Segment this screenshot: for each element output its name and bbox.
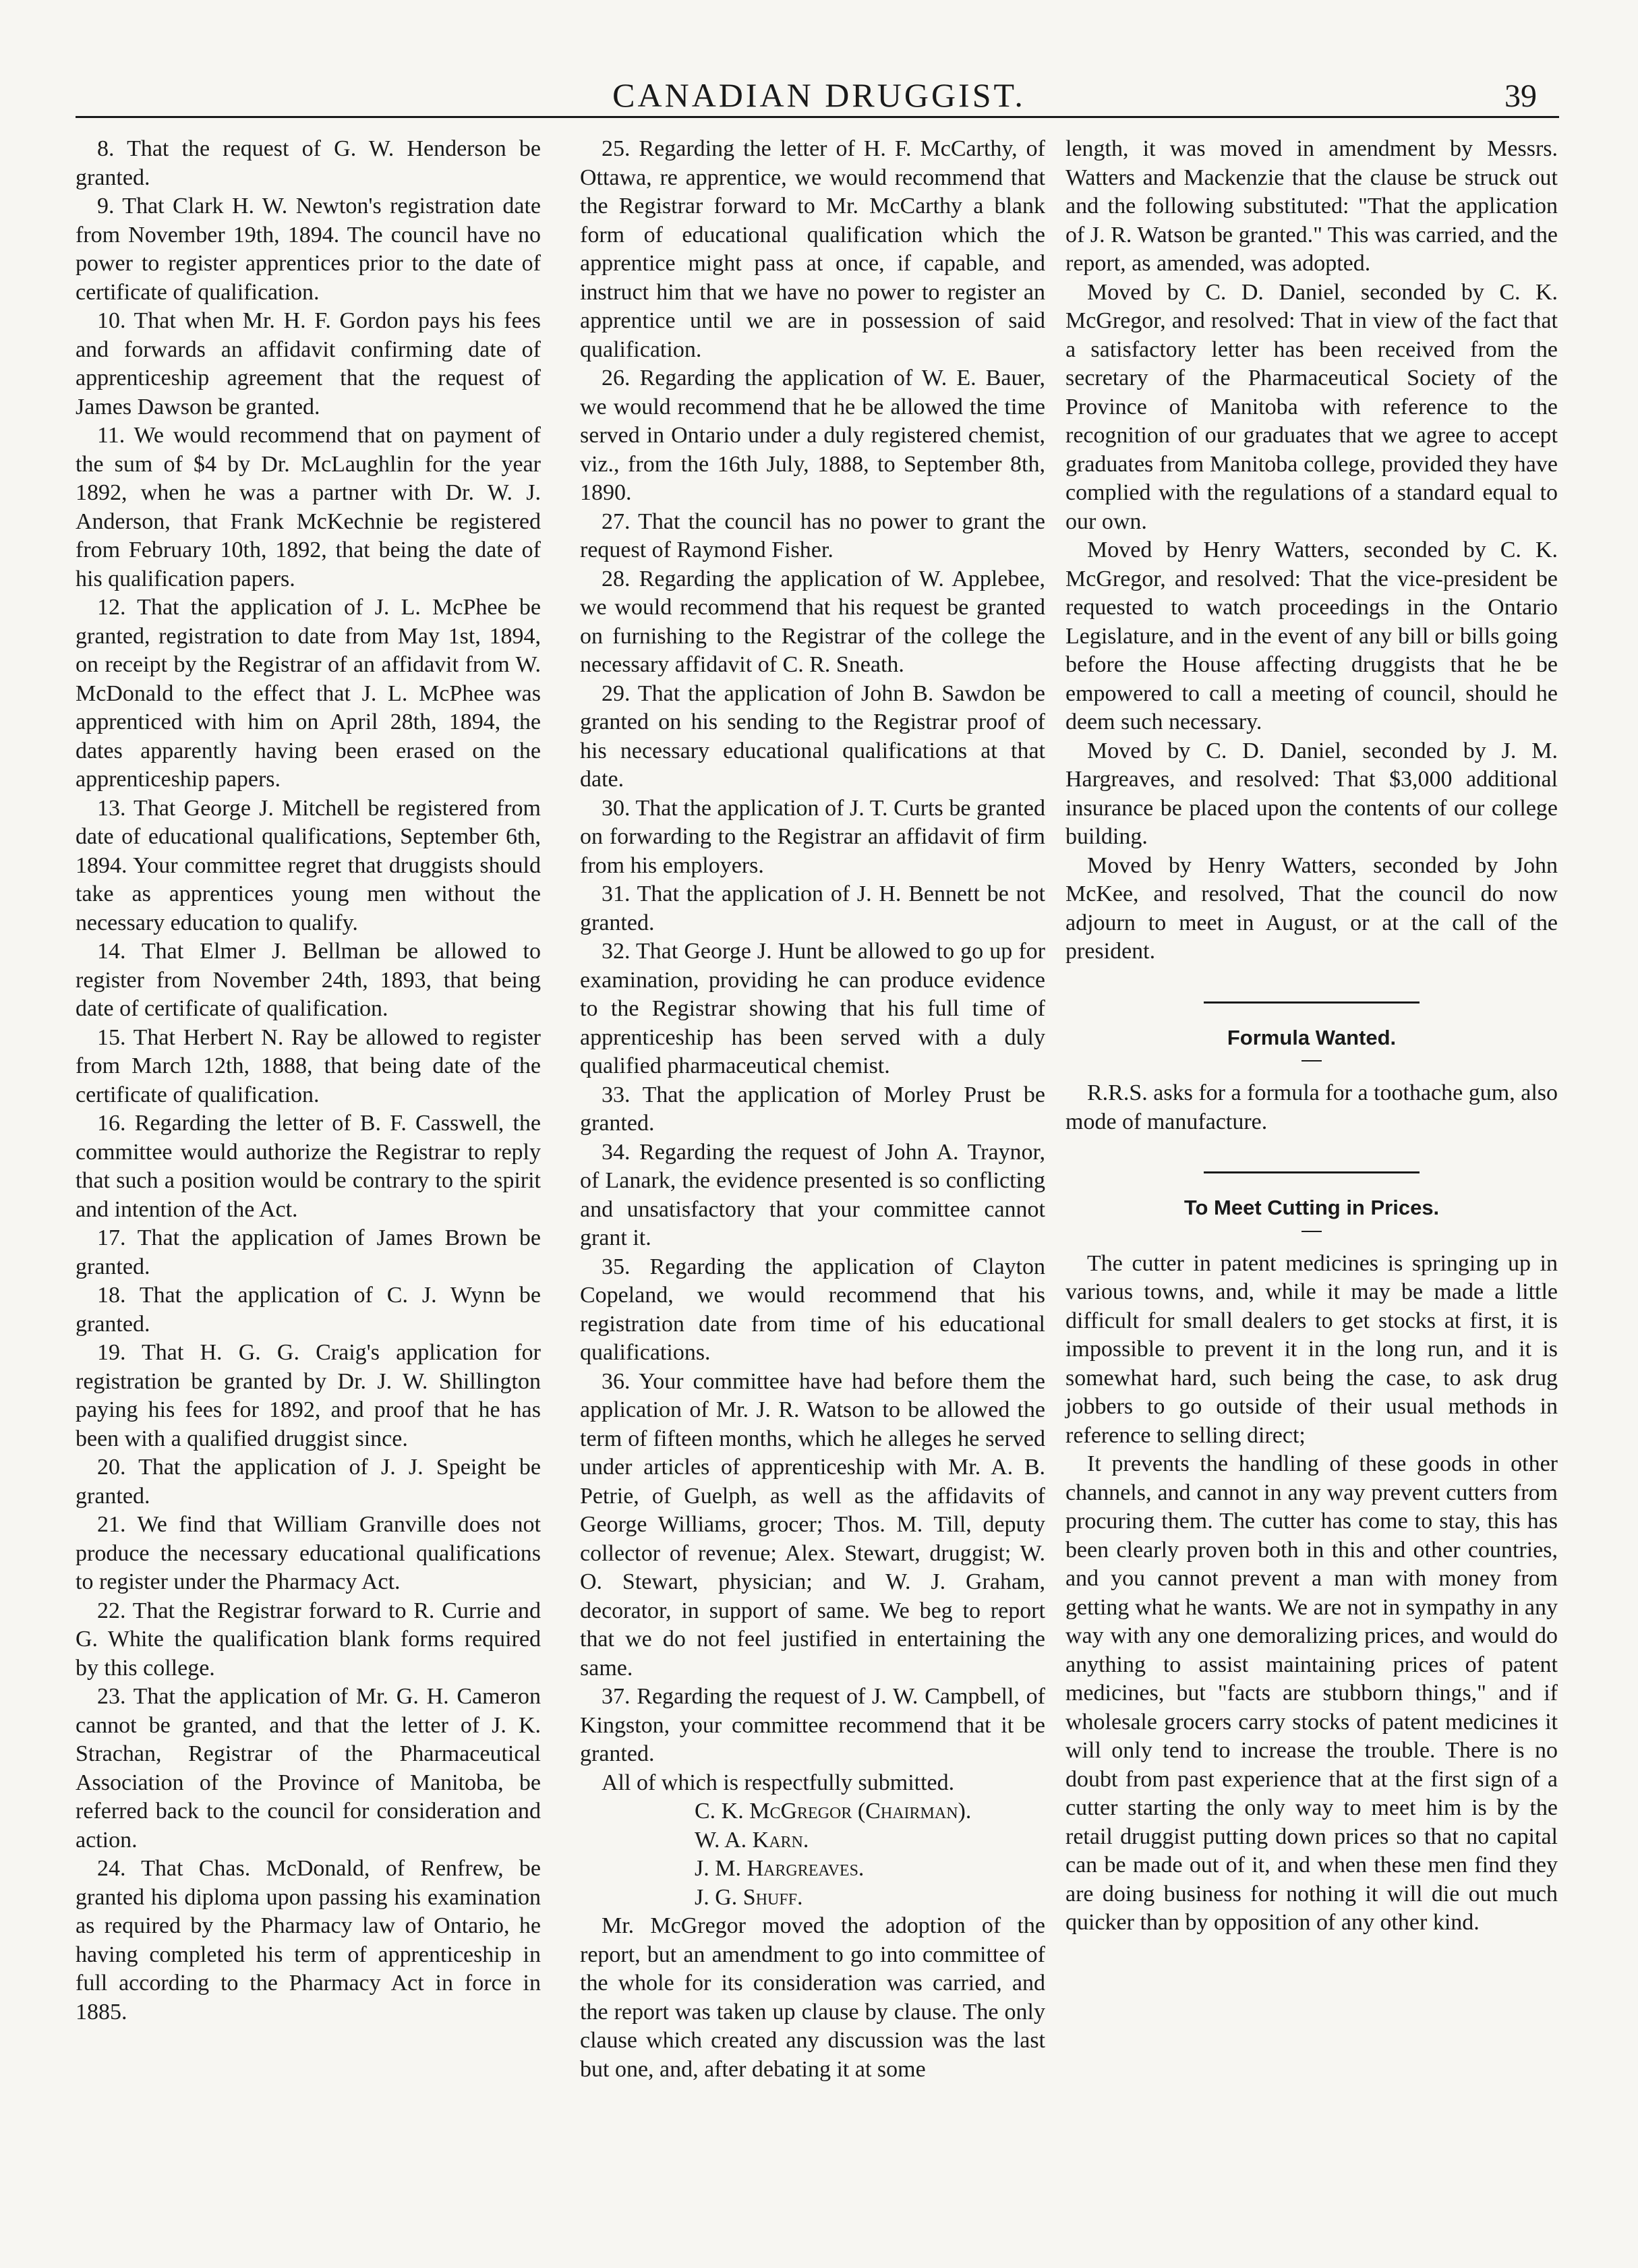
paragraph: 22. That the Registrar forward to R. Currie and G. White the qualification blank forms required by this college. <box>76 1598 541 1681</box>
paragraph: Mr. McGregor moved the adoption of the report, but an amendment to go into committee of the whole for its consideration was carried, and the report was taken up clause by clause. The only clause which created any discussion was the last but one, and, after debating it at some <box>580 1913 1045 2082</box>
paragraph: 31. That the application of J. H. Bennett be not granted. <box>580 881 1045 935</box>
paragraph: 16. Regarding the letter of B. F. Casswell, the committee would authorize the Registrar to reply that such a position would be contrary to the spirit and intention of the Act. <box>76 1111 541 1222</box>
column-2 <box>580 135 1045 2084</box>
paragraph: 10. That when Mr. H. F. Gordon pays his fees and forwards an affidavit confirming date of apprenticeship agreement that the request of James Dawson be granted. <box>76 308 541 419</box>
paragraph: 24. That Chas. McDonald, of Renfrew, be granted his diploma upon passing his examination as required by the Pharmacy law of Ontario, he having completed his term of apprenticeship in full according to the Pharmacy Act in force in 1885. <box>76 1856 541 2025</box>
paragraph: 36. Your committee have had before them the application of Mr. J. R. Watson to be allowed the term of fifteen months, which he alleges he served under articles of apprenticeship with Mr. A. B. Petrie, of Guelph, as well as the affidavits of George Williams, grocer; Thos. M. Till, deputy collector of revenue; Alex. Stewart, druggist; W. O. Stewart, physician; and W. J. Graham, decorator, in support of same. We beg to report that we do not feel justified in entertaining the same. <box>580 1368 1045 1681</box>
section-divider <box>1204 1171 1420 1173</box>
paragraph: Moved by Henry Watters, seconded by C. K. McGregor, and resolved: That the vice-president be requested to watch proceedings in the Ontario Legislature, and in the event of any bill or bills going before the House affecting druggists that he be empowered to call a meeting of council, should he deem such necessary. <box>1065 537 1558 734</box>
paragraph: length, it was moved in amendment by Messrs. Watters and Mackenzie that the clause be struck out and the following substituted: "That the application of J. R. Watson be granted." This was carried, and the report, as amended, was adopted. <box>1065 136 1558 276</box>
paragraph: 17. That the application of James Brown be granted. <box>76 1225 541 1279</box>
signatory: J. M. Hargreaves. <box>695 1856 865 1881</box>
paragraph: 26. Regarding the application of W. E. Bauer, we would recommend that he be allowed the time served in Ontario under a duly registered chemist, viz., from the 16th July, 1888, to September 8th, 1890. <box>580 366 1045 505</box>
paragraph: 23. That the application of Mr. G. H. Cameron cannot be granted, and that the letter of J. K. Strachan, Registrar of the Pharmaceutical Association of the Province of Manitoba, be referred back to the council for consideration and action. <box>76 1684 541 1853</box>
paragraph: R.R.S. asks for a formula for a toothache gum, also mode of manufacture. <box>1065 1080 1558 1134</box>
paragraph: 37. Regarding the request of J. W. Campbell, of Kingston, your committee recommend that it be granted. <box>580 1684 1045 1766</box>
paragraph: 20. That the application of J. J. Speight be granted. <box>76 1455 541 1509</box>
title-dash <box>1301 1060 1322 1062</box>
paragraph: 11. We would recommend that on payment of the sum of $4 by Dr. McLaughlin for the year 1892, when he was a partner with Dr. W. J. Anderson, that Frank McKechnie be registered from February 10th, 1892, that being the date of his qualification papers. <box>76 423 541 591</box>
paragraph: 12. That the application of J. L. McPhee be granted, registration to date from May 1st, 1894, on receipt by the Registrar of an affidavit from W. McDonald to the effect that J. L. McPhee was apprenticed with him on April 28th, 1894, the dates apparently having been erased on the apprenticeship papers. <box>76 595 541 792</box>
paragraph: 15. That Herbert N. Ray be allowed to register from March 12th, 1888, that being date of the certificate of qualification. <box>76 1024 541 1107</box>
paragraph: Moved by C. D. Daniel, seconded by J. M. Hargreaves, and resolved: That $3,000 additional insurance be placed upon the contents of our college building. <box>1065 738 1558 849</box>
signatory: C. K. McGregor (Chairman). <box>695 1799 972 1824</box>
section-title-formula: Formula Wanted. <box>1227 1025 1397 1049</box>
column-1 <box>76 135 541 2027</box>
paragraph: All of which is respectfully submitted. <box>602 1770 955 1795</box>
paragraph: 18. That the application of C. J. Wynn be granted. <box>76 1283 541 1337</box>
paragraph: 30. That the application of J. T. Curts be granted on forwarding to the Registrar an affidavit of firm from his employers. <box>580 795 1045 878</box>
section-divider <box>1204 1001 1420 1004</box>
paragraph: 21. We find that William Granville does not produce the necessary educational qualifications to register under the Pharmacy Act. <box>76 1512 541 1594</box>
paragraph: 32. That George J. Hunt be allowed to go up for examination, providing he can produce evidence to the Registrar showing that his full time of apprenticeship has been served with a duly qualified pharmaceutical chemist. <box>580 939 1045 1078</box>
paragraph: 35. Regarding the application of Clayton Copeland, we would recommend that his registration date from time of his educational qualifications. <box>580 1254 1045 1365</box>
paragraph: 14. That Elmer J. Bellman be allowed to register from November 24th, 1893, that being date of certificate of qualification. <box>76 939 541 1021</box>
paragraph: 25. Regarding the letter of H. F. McCarthy, of Ottawa, re apprentice, we would recommend that the Registrar forward to Mr. McCarthy a blank form of educational qualification which the apprentice might pass at once, if capable, and instruct him that we have no power to register an apprentice until we are in possession of said qualification. <box>580 136 1045 362</box>
page-header <box>0 0 1638 115</box>
paragraph: 9. That Clark H. W. Newton's registration date from November 19th, 1894. The council have no power to register apprentices prior to the date of certificate of qualification. <box>76 194 541 305</box>
signatory: J. G. Shuff. <box>695 1884 803 1910</box>
paragraph: It prevents the handling of these goods in other channels, and cannot in any way prevent cutters from procuring them. The cutter has come to stay, this has been clearly proven both in this and other countries, and you cannot prevent a man with money from getting what he wants. We are not in sympathy in any way with any one demoralizing prices, and would do anything to assist maintaining prices of patent medicines, but "facts are stubborn things," and if wholesale grocers carry stocks of patent medicines it will only tend to increase the trouble. There is no doubt from past experience that at the first sign of a cutter starting the only way to meet him is by the retail druggist putting down prices so that no capital can be made out of it, and when these men find they are doing business for nothing it will die out much quicker than by opposition of any other kind. <box>1065 1451 1558 1935</box>
paragraph: 27. That the council has no power to grant the request of Raymond Fisher. <box>580 508 1045 562</box>
header-rule <box>76 116 1559 118</box>
title-dash <box>1301 1231 1322 1232</box>
paragraph: 28. Regarding the application of W. Applebee, we would recommend that his request be granted on furnishing to the Registrar of the college the necessary affidavit of C. R. Sneath. <box>580 566 1045 677</box>
paragraph: 29. That the application of John B. Sawdon be granted on his sending to the Registrar proof of his necessary educational qualifications at that date. <box>580 680 1045 792</box>
column-3 <box>1065 135 1558 1938</box>
paragraph: Moved by Henry Watters, seconded by John McKee, and resolved, That the council do now adjourn to meet in August, or at the call of the president. <box>1065 852 1558 964</box>
paragraph: The cutter in patent medicines is springing up in various towns, and, while it may be made a little difficult for small dealers to get stocks at first, it is impossible to prevent it in the long run, and it is somewhat hard, such being the case, to ask drug jobbers to go outside of their usual methods in reference to selling direct; <box>1065 1250 1558 1448</box>
paragraph: Moved by C. D. Daniel, seconded by C. K. McGregor, and resolved: That in view of the fact that a satisfactory letter has been received from the secretary of the Pharmaceutical Society of the Province of Manitoba with reference to the recognition of our graduates that we agree to accept graduates from Manitoba college, provided they have complied with the regulations of a standard equal to our own. <box>1065 279 1558 534</box>
paragraph: 19. That H. G. G. Craig's application for registration be granted by Dr. J. W. Shillington paying his fees for 1892, and proof that he has been with a qualified druggist since. <box>76 1340 541 1451</box>
paragraph: 34. Regarding the request of John A. Traynor, of Lanark, the evidence presented is so conflicting and unsatisfactory that your committee cannot grant it. <box>580 1139 1045 1250</box>
page-number: 39 <box>1504 78 1537 114</box>
running-title: CANADIAN DRUGGIST. <box>612 76 1026 114</box>
paragraph: 13. That George J. Mitchell be registered from date of educational qualifications, September 6th, 1894. Your committee regret that druggists should take as apprentices young men without the necessary education to qualify. <box>76 795 541 935</box>
paragraph: 8. That the request of G. W. Henderson be granted. <box>76 136 541 190</box>
signatory: W. A. Karn. <box>695 1827 809 1853</box>
paragraph: 33. That the application of Morley Prust be granted. <box>580 1082 1045 1136</box>
section-title-cutting: To Meet Cutting in Prices. <box>1183 1196 1440 1219</box>
